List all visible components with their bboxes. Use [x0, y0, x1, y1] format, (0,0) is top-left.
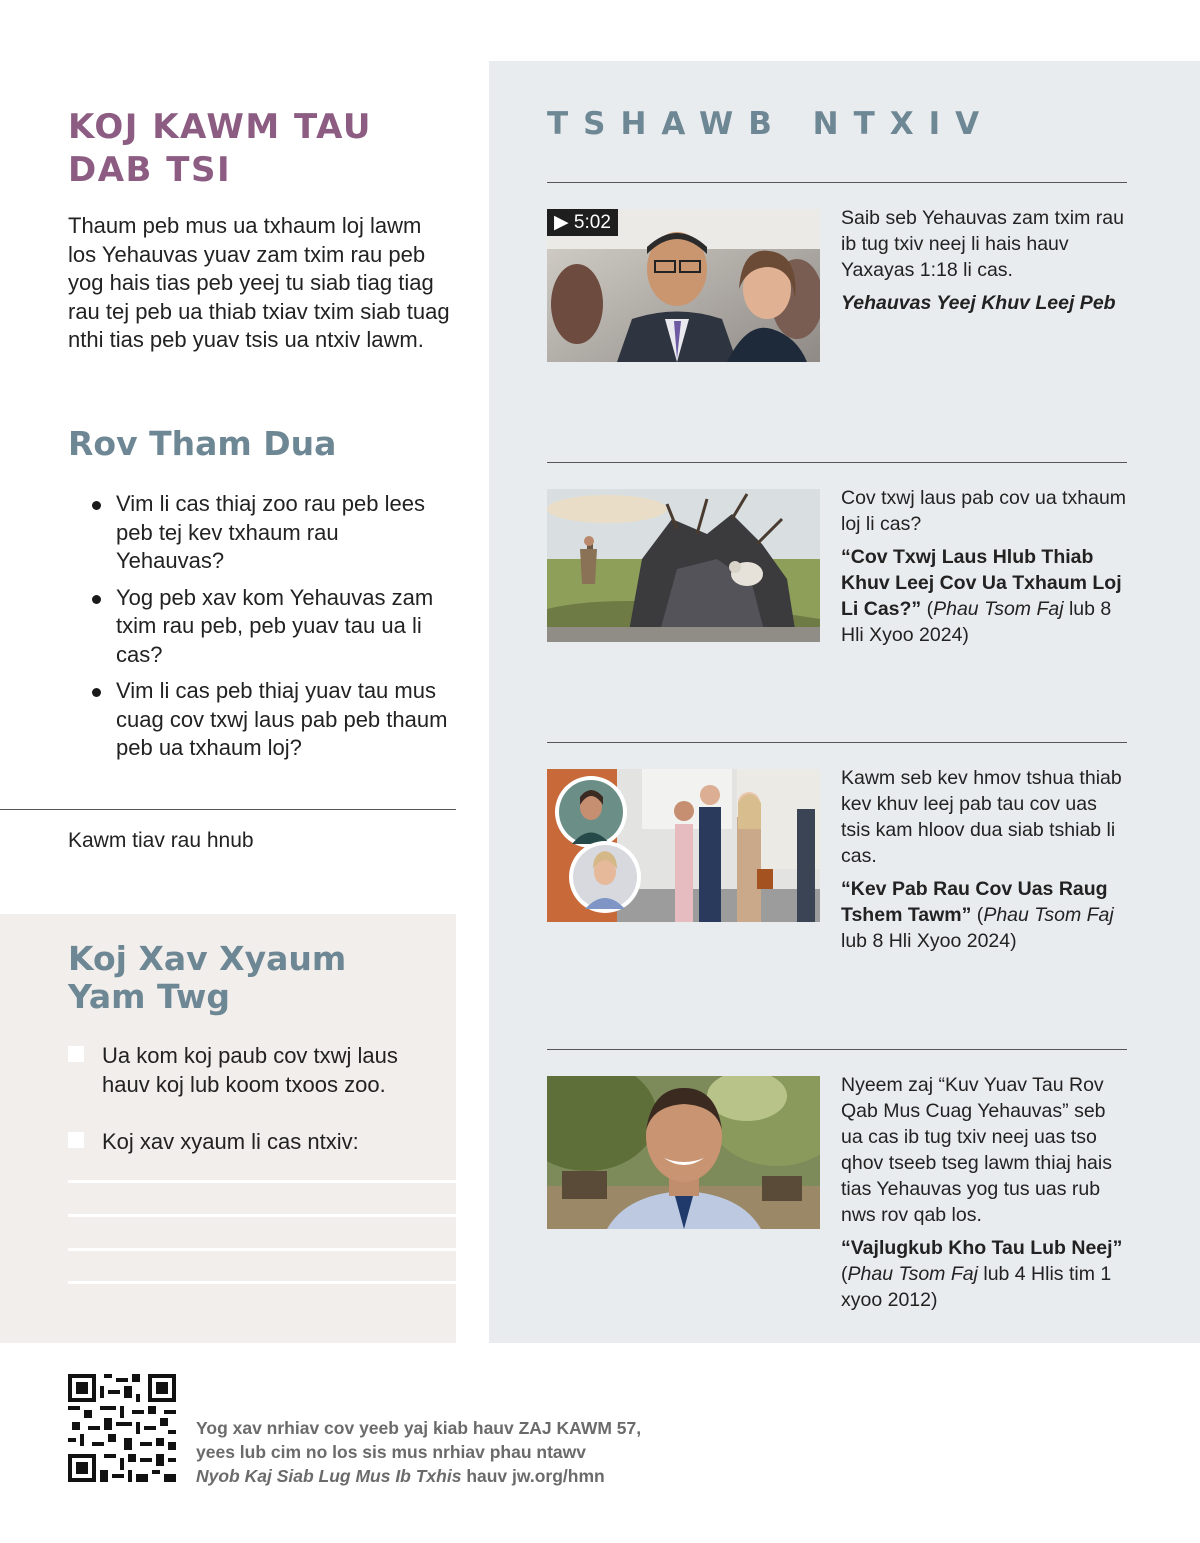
divider: [547, 182, 1127, 183]
goal-item: Ua kom koj paub cov txwj laus hauv koj lub koom txoos zoo.: [68, 1042, 438, 1102]
article-link[interactable]: “Kev Pab Rau Cov Uas Raug Tshem Tawm” (Phau Tsom Faj lub 8 Hli Xyoo 2024): [841, 878, 1114, 952]
explore-entry: Cov txwj laus pab cov ua txhaum loj li cas? “Cov Txwj Laus Hlub Thiab Khuv Leej Cov Ua Txhaum Loj Li Cas?” (Phau Tsom Faj lub 8 Hli Xyoo 2024): [841, 485, 1131, 648]
review-question: Vim li cas peb thiaj yuav tau mus cuag cov txwj laus pab peb thaum peb ua txhaum loj?: [92, 677, 452, 763]
article-thumbnail: [547, 769, 820, 922]
writing-line[interactable]: [68, 1214, 456, 1217]
divider: [547, 1049, 1127, 1050]
goal-item: Koj xav xyaum li cas ntxiv:: [68, 1128, 438, 1160]
writing-line[interactable]: [68, 1180, 456, 1183]
qr-code-icon[interactable]: [68, 1374, 176, 1482]
article-link[interactable]: “Vajlugkub Kho Tau Lub Neej” (Phau Tsom Faj lub 4 Hlis tim 1 xyoo 2012): [841, 1237, 1123, 1311]
portrait-photo: [547, 1076, 820, 1229]
writing-line[interactable]: [68, 1281, 456, 1284]
review-title: Rov Tham Dua: [68, 424, 337, 463]
divider: [547, 462, 1127, 463]
divider: [0, 809, 456, 810]
explore-entry: Nyeem zaj “Kuv Yuav Tau Rov Qab Mus Cuag Yehauvas” seb ua cas ib tug txiv neej uas tso qhov tseeb tseg lawm thiaj hais tias Yehauvas yog tus uas rub nws rov qab los. “Vajlugkub Kho Tau Lub Neej” (Phau Tsom Faj lub 4 Hlis tim 1 xyoo 2012): [841, 1072, 1131, 1313]
article-link[interactable]: “Cov Txwj Laus Hlub Thiab Khuv Leej Cov Ua Txhaum Loj Li Cas?” (Phau Tsom Faj lub 8 Hli Xyoo 2024): [841, 546, 1122, 646]
article-thumbnail: [547, 489, 820, 642]
footer-note: Yog xav nrhiav cov yeeb yaj kiab hauv ZAJ KAWM 57, yees lub cim no los sis mus nrhiav phau ntawv Nyob Kaj Siab Lug Mus Ib Txhis hauv jw.org/hmn: [196, 1418, 642, 1486]
play-icon: ▶: [554, 212, 569, 233]
greeting-illustration: [547, 769, 820, 922]
bullet-icon: [92, 688, 101, 697]
video-duration-badge: ▶ 5:02: [547, 209, 618, 236]
video-link[interactable]: Yehauvas Yeej Khuv Leej Peb: [841, 292, 1116, 314]
review-question: Yog peb xav kom Yehauvas zam txim rau peb, peb yuav tau ua li cas?: [92, 584, 452, 670]
video-thumbnail[interactable]: [547, 209, 820, 362]
bullet-icon: [92, 595, 101, 604]
explore-entry: Saib seb Yehauvas zam txim rau ib tug txiv neej li hais hauv Yaxayas 1:18 li cas. Yehauvas Yeej Khuv Leej Peb: [841, 205, 1131, 316]
shepherd-illustration: [547, 489, 820, 642]
completion-date-label: Kawm tiav rau hnub: [68, 829, 254, 852]
article-thumbnail: [547, 1076, 820, 1229]
explore-title: TSHAWB NTXIV: [547, 106, 995, 142]
bullet-icon: [92, 501, 101, 510]
explore-entry: Kawm seb kev hmov tshua thiab kev khuv leej pab tau cov uas tsis kam hloov dua siab tshiab li cas. “Kev Pab Rau Cov Uas Raug Tshem Tawm” (Phau Tsom Faj lub 8 Hli Xyoo 2024): [841, 765, 1131, 954]
writing-line[interactable]: [68, 1248, 456, 1251]
goals-title: Koj Xav Xyaum Yam Twg: [68, 939, 347, 1016]
checkbox[interactable]: [68, 1132, 84, 1148]
divider: [547, 742, 1127, 743]
website-link[interactable]: hauv jw.org/hmn: [461, 1466, 605, 1486]
learned-summary: Thaum peb mus ua txhaum loj lawm los Yehauvas yuav zam txim rau peb yog hais tias peb yeej tu siab tiag tiag rau tej peb ua thiab txiav txim siab tuag nthi tias peb yuav tsis ua ntxiv lawm.: [68, 213, 450, 352]
review-questions: [92, 490, 452, 771]
checkbox[interactable]: [68, 1046, 84, 1062]
learned-title: KOJ KAWM TAU DAB TSI: [68, 107, 372, 190]
review-question: Vim li cas thiaj zoo rau peb lees peb tej kev txhaum rau Yehauvas?: [92, 490, 452, 576]
